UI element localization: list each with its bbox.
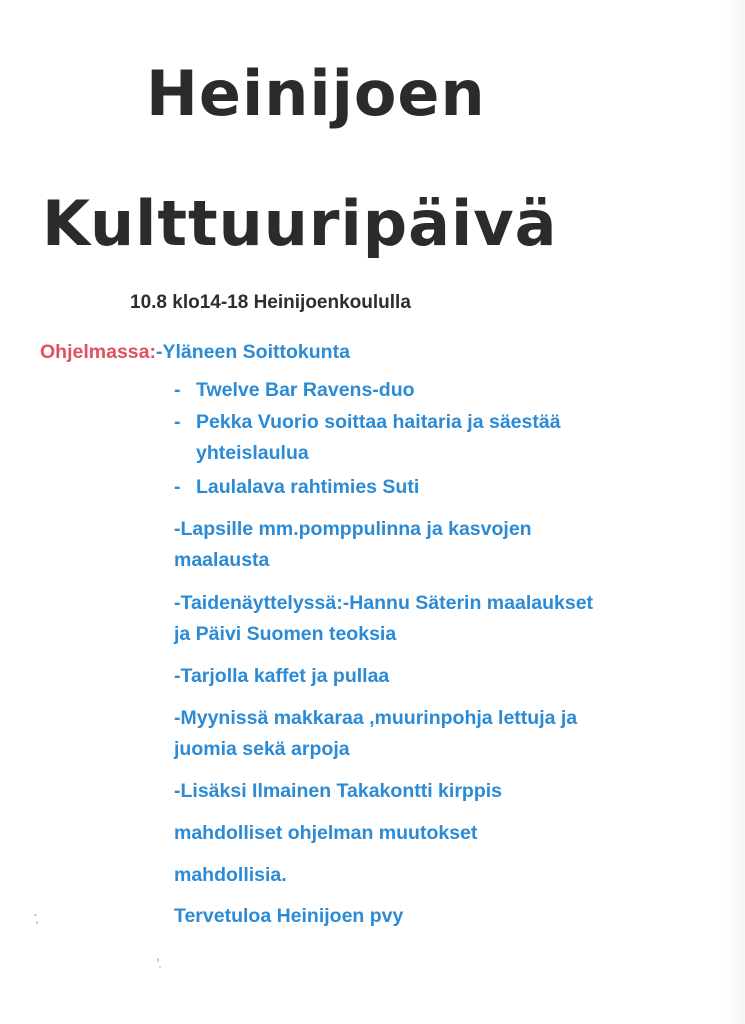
program-bullet-2-line-2: yhteislaulua bbox=[196, 442, 309, 464]
item-coffee: -Tarjolla kaffet ja pullaa bbox=[174, 665, 390, 687]
item-sales-line-2: juomia sekä arpoja bbox=[174, 738, 350, 760]
program-first-item: -Yläneen Soittokunta bbox=[155, 341, 350, 363]
scan-edge-shading bbox=[723, 0, 745, 1024]
closing-greeting: Tervetuloa Heinijoen pvy bbox=[174, 905, 404, 927]
item-sales-line-1: -Myynissä makkaraa ,muurinpohja lettuja ja bbox=[174, 707, 578, 729]
event-date-time-place: 10.8 klo14-18 Heinijoenkoululla bbox=[130, 292, 411, 313]
scan-speck bbox=[36, 921, 38, 924]
note-changes-line-1: mahdolliset ohjelman muutokset bbox=[174, 822, 478, 844]
note-changes-line-2: mahdollisia. bbox=[174, 864, 287, 886]
item-children-line-1: -Lapsille mm.pomppulinna ja kasvojen bbox=[174, 518, 532, 540]
program-bullet-3: Laulalava rahtimies Suti bbox=[196, 476, 420, 498]
title-line-2: Kulttuuripäivä bbox=[42, 187, 558, 260]
program-label: Ohjelmassa: bbox=[40, 341, 156, 363]
bullet-dash: - bbox=[174, 476, 181, 498]
scan-speck bbox=[34, 914, 37, 916]
program-bullet-2-line-1: Pekka Vuorio soittaa haitaria ja säestää bbox=[196, 411, 561, 433]
scan-speck bbox=[159, 966, 161, 968]
title-line-1: Heinijoen bbox=[146, 57, 486, 130]
program-heading-row bbox=[40, 336, 350, 368]
scan-speck bbox=[157, 958, 159, 962]
item-art-exhibition-line-1: -Taidenäyttelyssä:-Hannu Säterin maalaukset bbox=[174, 592, 594, 614]
item-flea-market: -Lisäksi Ilmainen Takakontti kirppis bbox=[174, 780, 502, 802]
bullet-dash: - bbox=[174, 411, 181, 433]
bullet-dash: - bbox=[174, 379, 181, 401]
item-children-line-2: maalausta bbox=[174, 549, 270, 571]
item-art-exhibition-line-2: ja Päivi Suomen teoksia bbox=[174, 623, 397, 645]
program-bullet-1: Twelve Bar Ravens-duo bbox=[196, 379, 415, 401]
